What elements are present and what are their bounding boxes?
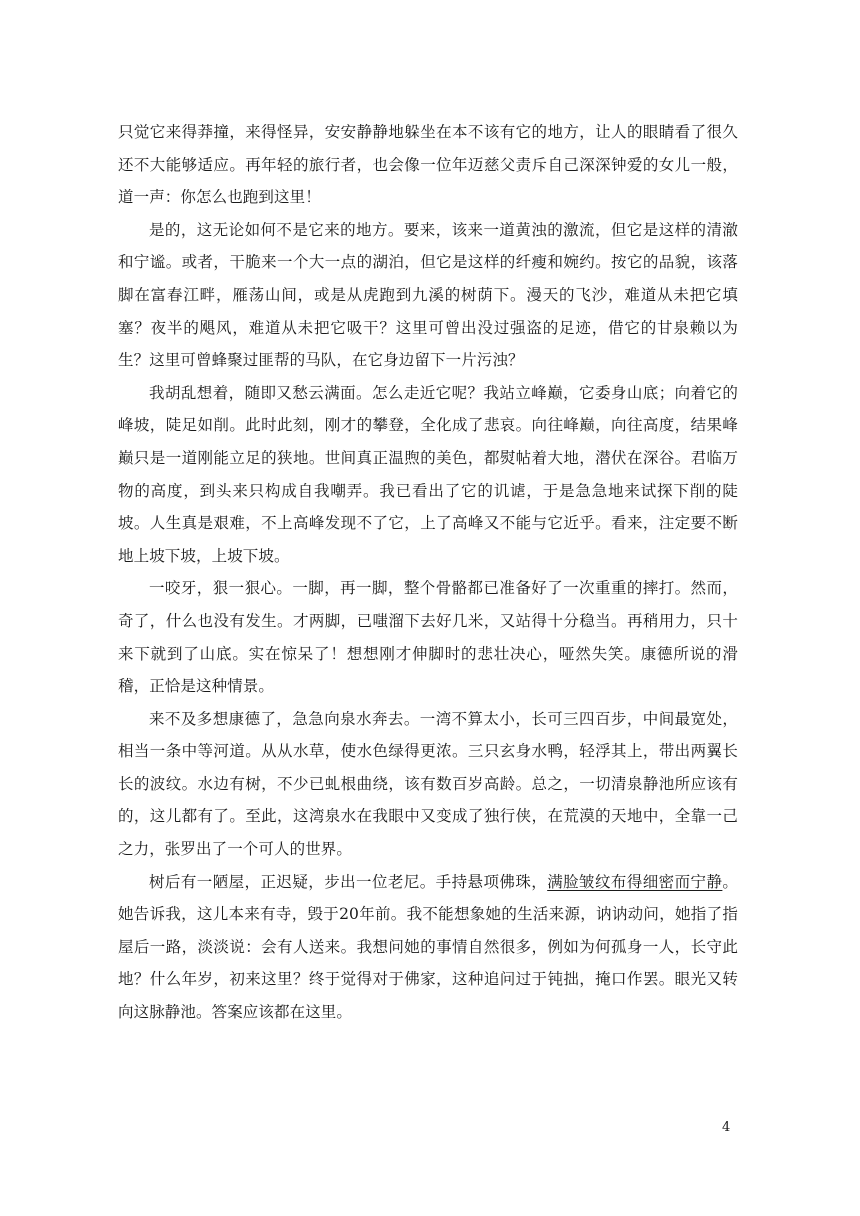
paragraph-6-text-start: 树后有一陋屋，正迟疑，步出一位老尼。手持悬项佛珠， (149, 872, 548, 891)
paragraph-6 (118, 866, 738, 1029)
paragraph-4-text: 一咬牙，狠一狠心。一脚，再一脚，整个骨骼都已准备好了一次重重的摔打。然而，奇了，什么也没有发生。才两脚，已嗤溜下去好几米，又站得十分稳当。再稍用力，只十来下就到了山底。实在惊呆了！想想刚才伸脚时的悲壮决心，哑然失笑。康德所说的滑稽，正恰是这种情景。 (118, 579, 738, 696)
paragraph-2 (118, 214, 738, 377)
paragraph-3 (118, 377, 738, 573)
paragraph-2-text: 是的，这无论如何不是它来的地方。要来，该来一道黄浊的激流，但它是这样的清澈和宁谧。或者，干脆来一个大一点的湖泊，但它是这样的纤瘦和婉约。按它的品貌，该落脚在富春江畔，雁荡山间，或是从虎跑到九溪的树荫下。漫天的飞沙，难道从未把它填塞？夜半的飓风，难道从未把它吸干？这里可曾出没过强盗的足迹，借它的甘泉赖以为生？这里可曾蜂聚过匪帮的马队，在它身边留下一片污浊？ (118, 220, 738, 370)
page-number: 4 (722, 1120, 731, 1135)
paragraph-1-text: 只觉它来得莽撞，来得怪异，安安静静地躲坐在本不该有它的地方，让人的眼睛看了很久还不大能够适应。再年轻的旅行者，也会像一位年迈慈父责斥自己深深钟爱的女儿一般，道一声：你怎么也跑到这里！ (118, 123, 738, 207)
paragraph-6-text-end: 。她告诉我，这儿本来有寺，毁于20年前。我不能想象她的生活来源，讷讷动问，她指了指屋后一路，淡淡说：会有人送来。我想问她的事情自然很多，例如为何孤身一人，长守此地？什么年岁，初来这里？终于觉得对于佛家，这种追问过于钝拙，掩口作罢。眼光又转向这脉静池。答案应该都在这里。 (118, 872, 738, 1022)
underlined-phrase: 满脸皱纹布得细密而宁静 (547, 872, 723, 891)
paragraph-5-text: 来不及多想康德了，急急向泉水奔去。一湾不算太小，长可三四百步，中间最宽处，相当一条中等河道。从从水草，使水色绿得更浓。三只玄身水鸭，轻浮其上，带出两翼长长的波纹。水边有树，不少已虬根曲绕，该有数百岁高龄。总之，一切清泉静池所应该有的，这儿都有了。至此，这湾泉水在我眼中又变成了独行侠，在荒漠的天地中，全靠一己之力，张罗出了一个可人的世界。 (118, 709, 738, 859)
paragraph-4 (118, 572, 738, 702)
body-text (118, 116, 738, 1029)
paragraph-1 (118, 116, 738, 214)
paragraph-5 (118, 703, 738, 866)
paragraph-3-text: 我胡乱想着，随即又愁云满面。怎么走近它呢？我站立峰巅，它委身山底；向着它的峰坡，陡足如削。此时此刻，刚才的攀登，全化成了悲哀。向往峰巅，向往高度，结果峰巅只是一道刚能立足的狭地。世间真正温煦的美色，都熨帖着大地，潜伏在深谷。君临万物的高度，到头来只构成自我嘲弄。我已看出了它的讥谑，于是急急地来试探下削的陡坡。人生真是艰难，不上高峰发现不了它，上了高峰又不能与它近乎。看来，注定要不断地上坡下坡，上坡下坡。 (118, 383, 738, 565)
